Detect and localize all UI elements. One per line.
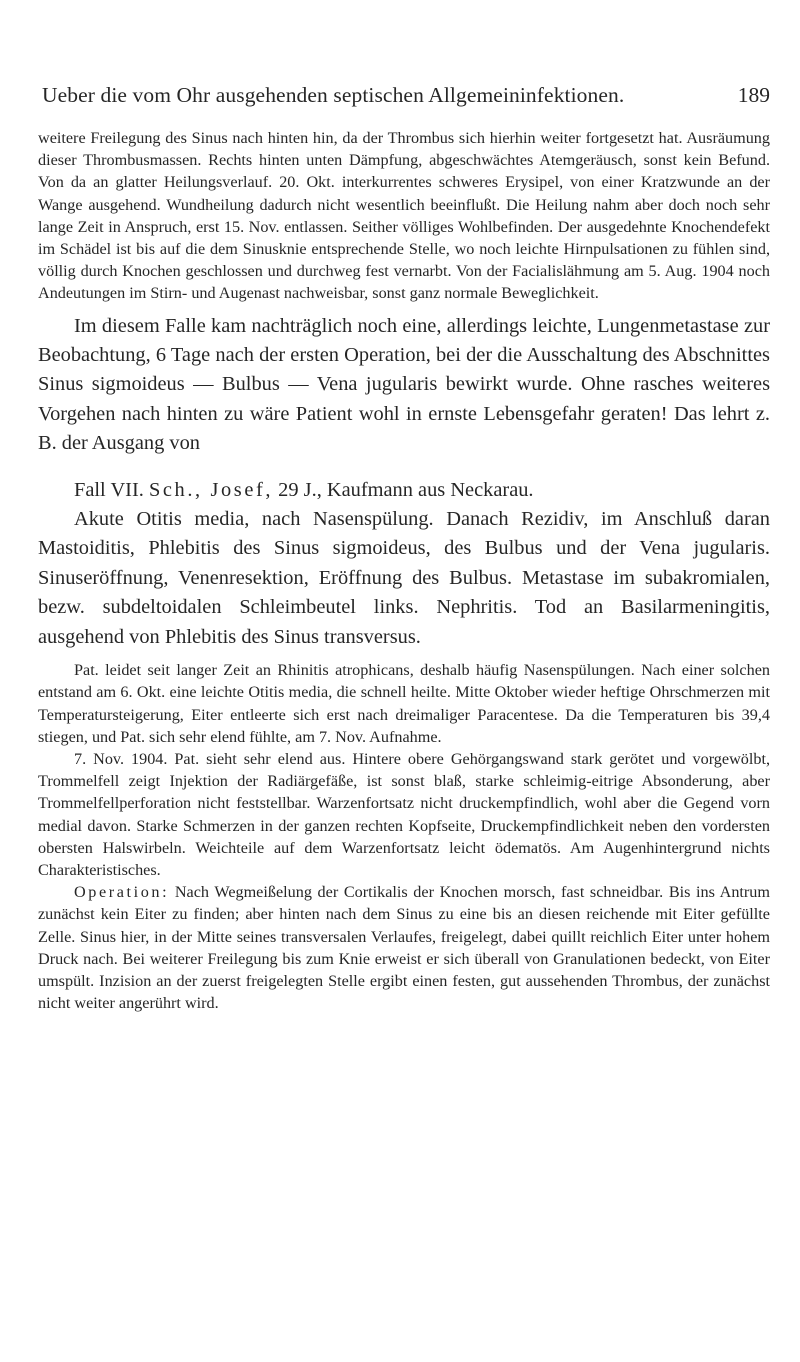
case-heading	[38, 476, 770, 505]
case-summary: Akute Otitis media, nach Nasenspülung. Danach Rezidiv, im Anschluß daran Mastoiditis, Phlebitis des Sinus sigmoideus, des Bulbus und der Vena jugularis. Sinuseröffnung, Venenresektion, Eröffnung des Bulbus. Metastase im subakromialen, bezw. subdeltoidalen Schleimbeutel links. Nephritis. Tod an Basilarmeningitis, ausgehend von Phlebitis des Sinus transversus.	[38, 508, 770, 648]
body-text	[38, 127, 770, 1014]
operation-text: Nach Wegmeißelung der Cortikalis der Knochen morsch, fast schneidbar. Bis ins Antrum zunächst kein Eiter zu finden; aber hinten nach dem Sinus zu eine bis an diesen reichende mit Eiter gefüllte Zelle. Sinus hier, in der Mitte seines transversalen Verlaufes, freigelegt, dabei quillt reichlich Eiter unter hohem Druck nach. Bei weiterer Freilegung bis zum Knie erweist er sich überall von Granulationen bedeckt, von Eiter umspült. Inzision an der zuerst freigelegten Stelle ergibt einen festen, gut aussehenden Thrombus, der zunächst nicht weiter angerührt wird.	[38, 883, 770, 1013]
running-head	[38, 83, 770, 115]
paragraph-continuation: weitere Freilegung des Sinus nach hinten hin, da der Thrombus sich hierhin weiter fortgesetzt hat. Ausräumung dieser Thrombusmassen. Rechts hinten unten Dämpfung, abgeschwächtes Atemgeräusch, sonst kein Befund. Von da an glatter Heilungsverlauf. 20. Okt. interkurrentes schweres Erysipel, von einer Kratzwunde an der Wange ausgehend. Wundheilung dadurch nicht wesentlich beeinflußt. Die Heilung nahm aber doch noch sehr lange Zeit in Anspruch, erst 15. Nov. entlassen. Seither völliges Wohlbefinden. Der ausgedehnte Knochendefekt im Schädel ist bis auf die dem Sinusknie entsprechende Stelle, wo noch leichte Hirnpulsationen zu fühlen sind, völlig durch Knochen geschlossen und durchweg fest vernarbt. Von der Facialislähmung am 5. Aug. 1904 noch Andeutungen im Stirn- und Augenast nachweisbar, sonst ganz normale Beweglichkeit.	[38, 129, 770, 303]
case-intro-rest: 29 J., Kaufmann aus Neckarau.	[278, 478, 534, 501]
case-label: Fall VII.	[74, 478, 144, 501]
paragraph-operation	[38, 881, 770, 1014]
paragraph-exam: 7. Nov. 1904. Pat. sieht sehr elend aus. Hintere obere Gehörgangswand stark gerötet und vorgewölbt, Trommelfell zeigt Injektion der Radiärgefäße, ist sonst blaß, starke schleimig-eitrige Absonderung, aber Trommelfellperforation nicht feststellbar. Warzenfortsatz nicht druckempfindlich, wohl aber die Gegend vorn medial davon. Starke Schmerzen in der ganzen rechten Kopfseite, Druckempfindlichkeit neben den vordersten obersten Halswirbeln. Weichteile auf dem Warzenfortsatz leicht ödematös. Am Augenhintergrund nichts Charakteristisches.	[38, 749, 770, 879]
paragraph-history: Pat. leidet seit langer Zeit an Rhinitis atrophicans, deshalb häufig Nasenspülungen. Nach einer solchen entstand am 6. Okt. eine leichte Otitis media, die schnell heilte. Mitte Oktober wieder heftige Ohrschmerzen mit Temperatursteigerung, Eiter entleerte sich erst nach dreimaliger Paracentese. Da die Temperaturen bis 39,4 stiegen, und Pat. sich sehr elend fühlte, am 7. Nov. Aufnahme.	[38, 661, 770, 746]
operation-label: Operation:	[74, 883, 170, 902]
case-patient-name: Sch., Josef,	[148, 478, 274, 501]
page-number: 189	[737, 83, 770, 107]
running-title: Ueber die vom Ohr ausgehenden septischen Allgemeininfektionen.	[42, 83, 625, 107]
paragraph-discussion: Im diesem Falle kam nachträglich noch eine, allerdings leichte, Lungenmetastase zur Beobachtung, 6 Tage nach der ersten Operation, bei der die Ausschaltung des Abschnittes Sinus sigmoideus — Bulbus — Vena jugularis bewirkt wurde. Ohne rasches weiteres Vorgehen nach hinten zu wäre Patient wohl in ernste Lebensgefahr geraten! Das lehrt z. B. der Ausgang von	[38, 314, 770, 455]
